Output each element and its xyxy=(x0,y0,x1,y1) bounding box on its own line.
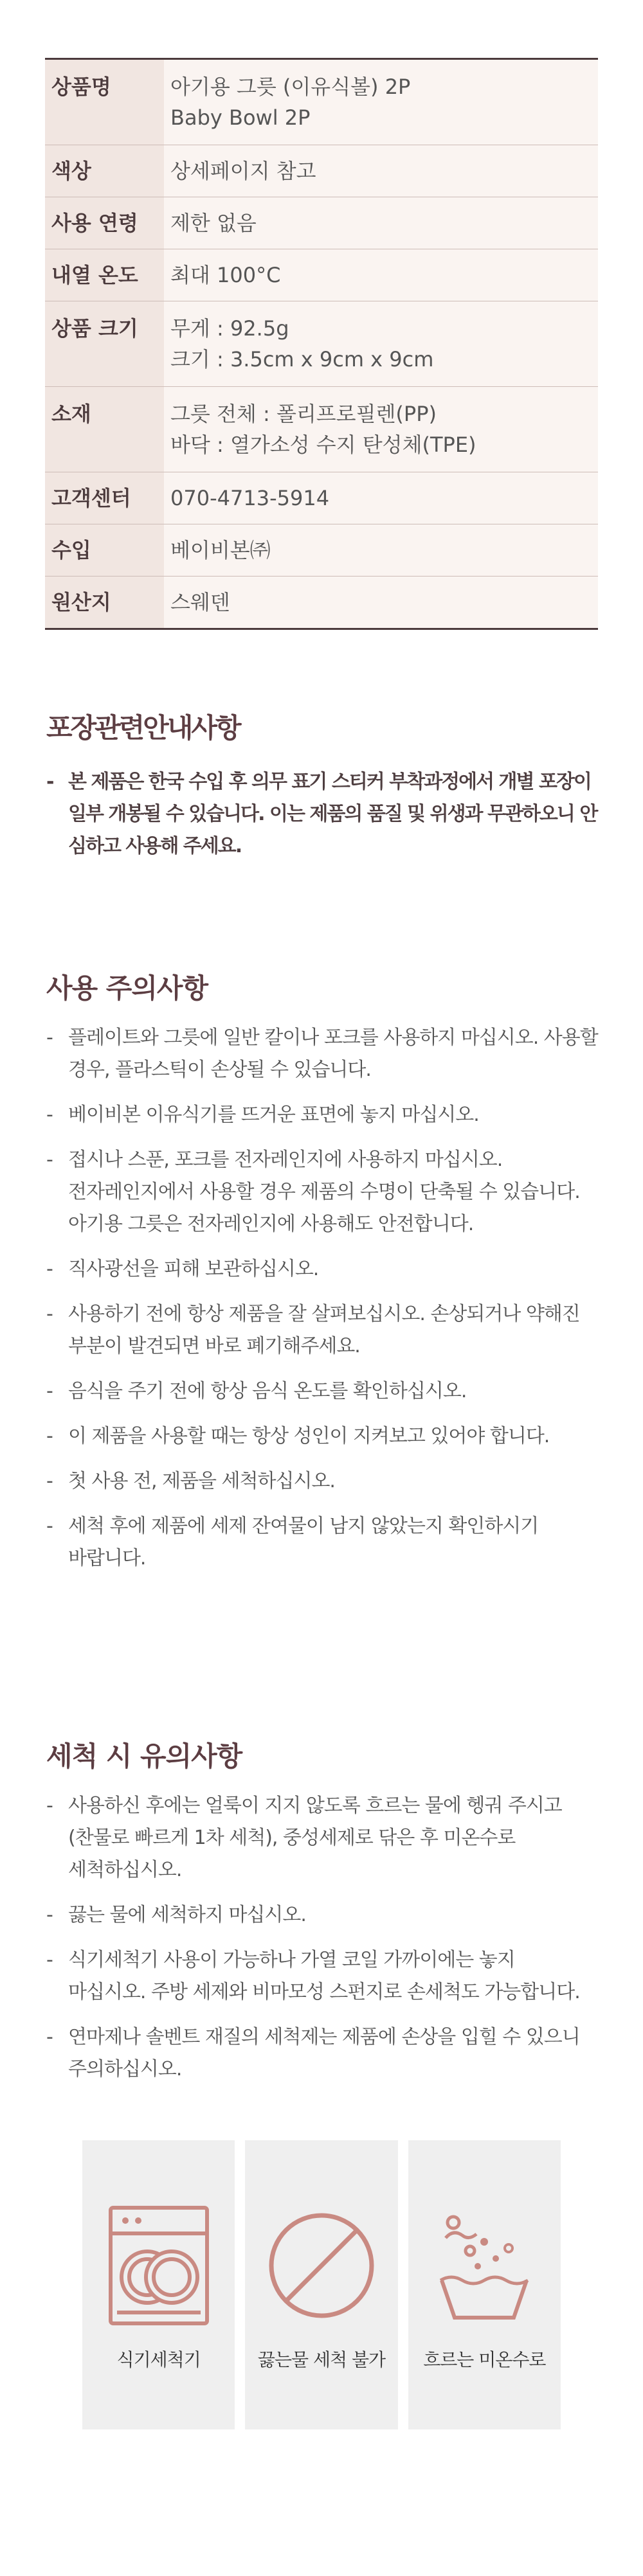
spec-value-line: 제한 없음 xyxy=(170,211,257,235)
spec-row xyxy=(45,387,598,472)
notice-item xyxy=(46,1144,599,1240)
spec-row xyxy=(45,524,598,577)
spec-row xyxy=(45,577,598,628)
notice-line: 주의하십시오. xyxy=(68,2058,182,2080)
notice-item xyxy=(46,2021,599,2086)
notice-item xyxy=(46,1099,599,1131)
bullet-dash: - xyxy=(46,1794,53,1817)
care-card-dishwasher xyxy=(82,2140,235,2429)
notice-item xyxy=(46,1253,599,1285)
notice-line: 베이비본 이유식기를 뜨거운 표면에 놓지 마십시오. xyxy=(68,1104,479,1126)
notice-line: 세척 후에 제품에 세제 잔여물이 남지 않았는지 확인하시기 xyxy=(68,1515,539,1537)
spec-value-line: Baby Bowl 2P xyxy=(170,105,311,130)
bullet-dash: - xyxy=(46,1515,53,1537)
notice-item xyxy=(46,1465,599,1498)
notice-item xyxy=(46,766,599,863)
spec-value xyxy=(164,524,598,576)
notice-item xyxy=(46,1510,599,1575)
spec-value-line: 바닥 : 열가소성 수지 탄성체(TPE) xyxy=(170,433,476,457)
packing-notice-list xyxy=(46,766,599,875)
care-card-running-water xyxy=(408,2140,561,2429)
bullet-dash: - xyxy=(46,1026,53,1049)
spec-value xyxy=(164,197,598,249)
spec-value xyxy=(164,60,598,145)
care-card-no-boiling xyxy=(245,2140,397,2429)
notice-line: 연마제나 솔벤트 재질의 세척제는 제품에 손상을 입힐 수 있으니 xyxy=(68,2026,580,2048)
notice-line: 직사광선을 피해 보관하십시오. xyxy=(68,1258,319,1280)
bullet-dash: - xyxy=(46,1904,53,1926)
bullet-dash: - xyxy=(46,1104,53,1126)
notice-line: 사용하기 전에 항상 제품을 잘 살펴보십시오. 손상되거나 약해진 xyxy=(68,1303,580,1325)
spec-label: 색상 xyxy=(45,145,164,197)
spec-label: 사용 연령 xyxy=(45,197,164,249)
care-label: 끓는물 세척 불가 xyxy=(257,2349,386,2370)
spec-value xyxy=(164,472,598,524)
bullet-dash: - xyxy=(46,1303,53,1325)
bullet-dash: - xyxy=(46,771,53,793)
notice-line: 바랍니다. xyxy=(68,1547,146,1570)
bullet-dash: - xyxy=(46,1470,53,1492)
notice-line: 음식을 주기 전에 항상 음식 온도를 확인하십시오. xyxy=(68,1380,467,1402)
spec-value xyxy=(164,577,598,628)
notice-line: 아기용 그릇은 전자레인지에 사용해도 안전합니다. xyxy=(68,1213,474,1235)
spec-label: 소재 xyxy=(45,387,164,472)
notice-item xyxy=(46,1298,599,1363)
spec-value-line: 070-4713-5914 xyxy=(170,486,330,510)
notice-line: 접시나 스푼, 포크를 전자레인지에 사용하지 마십시오. xyxy=(68,1149,503,1171)
notice-line: 끓는 물에 세척하지 마십시오. xyxy=(68,1904,306,1926)
notice-line: 사용하신 후에는 얼룩이 지지 않도록 흐르는 물에 헹궈 주시고 xyxy=(68,1794,562,1817)
notice-line: 이 제품을 사용할 때는 항상 성인이 지켜보고 있어야 합니다. xyxy=(68,1425,550,1447)
notice-line: (찬물로 빠르게 1차 세척), 중성세제로 닦은 후 미온수로 xyxy=(68,1827,516,1849)
notice-item xyxy=(46,1420,599,1453)
no-boiling-icon xyxy=(267,2211,376,2320)
spec-label: 상품명 xyxy=(45,60,164,145)
running-water-icon xyxy=(433,2205,536,2327)
spec-value xyxy=(164,145,598,197)
notice-item xyxy=(46,1375,599,1408)
cleaning-section-title: 세척 시 유의사항 xyxy=(46,1740,242,1772)
notice-line: 심하고 사용해 주세요. xyxy=(68,835,242,857)
spec-row xyxy=(45,301,598,387)
notice-line: 일부 개봉될 수 있습니다. 이는 제품의 품질 및 위생과 무관하오니 안 xyxy=(68,803,597,825)
bullet-dash: - xyxy=(46,2026,53,2048)
spec-value-line: 무게 : 92.5g xyxy=(170,316,289,341)
usage-section-title: 사용 주의사항 xyxy=(46,972,208,1004)
notice-line: 플레이트와 그릇에 일반 칼이나 포크를 사용하지 마십시오. 사용할 xyxy=(68,1026,598,1049)
spec-row xyxy=(45,197,598,249)
spec-value-line: 아기용 그릇 (이유식볼) 2P xyxy=(170,75,411,99)
spec-value-line: 최대 100°C xyxy=(170,263,281,287)
spec-value-line: 그릇 전체 : 폴리프로필렌(PP) xyxy=(170,402,437,426)
notice-item xyxy=(46,1944,599,2008)
bullet-dash: - xyxy=(46,1949,53,1971)
spec-row xyxy=(45,249,598,301)
spec-value xyxy=(164,301,598,386)
care-icons-row xyxy=(82,2140,561,2429)
notice-line: 본 제품은 한국 수입 후 의무 표기 스티커 부착과정에서 개별 포장이 xyxy=(68,771,591,793)
bullet-dash: - xyxy=(46,1149,53,1171)
spec-label: 원산지 xyxy=(45,577,164,628)
notice-line: 첫 사용 전, 제품을 세척하십시오. xyxy=(68,1470,335,1492)
bullet-dash: - xyxy=(46,1425,53,1447)
care-label: 식기세척기 xyxy=(116,2349,201,2370)
notice-line: 부분이 발견되면 바로 폐기해주세요. xyxy=(68,1335,360,1357)
notice-line: 경우, 플라스틱이 손상될 수 있습니다. xyxy=(68,1059,371,1081)
product-spec-table xyxy=(45,58,598,630)
notice-item xyxy=(46,1790,599,1886)
spec-row xyxy=(45,472,598,524)
spec-value-line: 베이비본㈜ xyxy=(170,538,271,562)
notice-item xyxy=(46,1899,599,1931)
bullet-dash: - xyxy=(46,1258,53,1280)
spec-row xyxy=(45,60,598,145)
cleaning-notice-list xyxy=(46,1790,599,2098)
spec-label: 내열 온도 xyxy=(45,249,164,301)
spec-label: 수입 xyxy=(45,524,164,576)
notice-item xyxy=(46,1022,599,1086)
bullet-dash: - xyxy=(46,1380,53,1402)
notice-line: 식기세척기 사용이 가능하나 가열 코일 가까이에는 놓지 xyxy=(68,1949,515,1971)
spec-value xyxy=(164,249,598,301)
notice-line: 전자레인지에서 사용할 경우 제품의 수명이 단축될 수 있습니다. xyxy=(68,1181,580,1203)
usage-notice-list xyxy=(46,1022,599,1588)
notice-line: 마십시오. 주방 세제와 비마모성 스펀지로 손세척도 가능합니다. xyxy=(68,1981,580,2003)
spec-value xyxy=(164,387,598,472)
dishwasher-icon xyxy=(107,2205,210,2327)
packing-section-title: 포장관련안내사항 xyxy=(46,712,240,744)
spec-value-line: 크기 : 3.5cm x 9cm x 9cm xyxy=(170,347,434,371)
care-label: 흐르는 미온수로 xyxy=(423,2349,546,2370)
spec-label: 고객센터 xyxy=(45,472,164,524)
notice-line: 세척하십시오. xyxy=(68,1859,182,1881)
spec-label: 상품 크기 xyxy=(45,301,164,386)
spec-row xyxy=(45,145,598,197)
spec-value-line: 스웨덴 xyxy=(170,590,230,614)
spec-value-line: 상세페이지 참고 xyxy=(170,159,316,183)
